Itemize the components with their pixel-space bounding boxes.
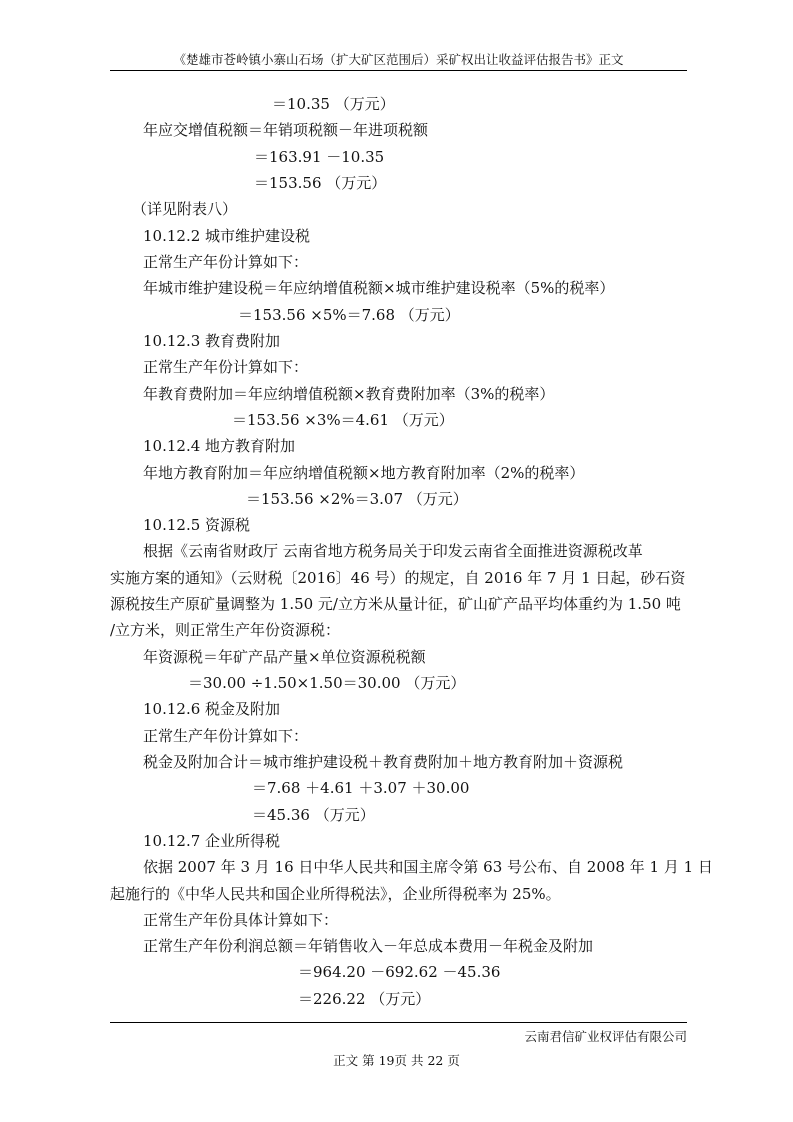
header-rule xyxy=(110,70,687,71)
paragraph-line: /立方米，则正常生产年份资源税： xyxy=(110,621,341,639)
text-line: ＝226.22 （万元） xyxy=(298,990,431,1008)
text-line: 年城市维护建设税＝年应纳增值税额×城市维护建设税率（5%的税率） xyxy=(143,279,615,297)
text-line: 正常生产年份利润总额＝年销售收入－年总成本费用－年税金及附加 xyxy=(143,937,594,955)
text-line: ＝153.56 ×2%＝3.07 （万元） xyxy=(246,490,468,508)
text-line: 正常生产年份计算如下： xyxy=(143,253,309,271)
paragraph-line: 起施行的《中华人民共和国企业所得税法》，企业所得税率为 25%。 xyxy=(110,885,561,903)
paragraph-line: 根据《云南省财政厅 云南省地方税务局关于印发云南省全面推进资源税改革 xyxy=(143,542,643,560)
section-heading: 10.12.3 教育费附加 xyxy=(143,332,281,350)
text-line: 正常生产年份具体计算如下： xyxy=(143,911,339,929)
text-line: ＝45.36 （万元） xyxy=(252,806,375,824)
text-line: ＝153.56 ×3%＝4.61 （万元） xyxy=(232,411,454,429)
page-header: 《楚雄市苍岭镇小寨山石场（扩大矿区范围后）采矿权出让收益评估报告书》正文 xyxy=(173,52,624,67)
text-line: ＝7.68 ＋4.61 ＋3.07 ＋30.00 xyxy=(252,779,470,797)
section-heading: 10.12.2 城市维护建设税 xyxy=(143,227,311,245)
text-line: 年地方教育附加＝年应纳增值税额×地方教育附加率（2%的税率） xyxy=(143,464,585,482)
paragraph-line: 实施方案的通知》（云财税〔2016〕46 号）的规定，自 2016 年 7 月 1 日起，砂石资 xyxy=(110,569,686,587)
text-line: ＝153.56 ×5%＝7.68 （万元） xyxy=(238,306,460,324)
page-number: 正文 第 19页 共 22 页 xyxy=(333,1053,460,1068)
footer-rule xyxy=(110,1022,687,1023)
text-line: （详见附表八） xyxy=(132,200,238,218)
text-line: 正常生产年份计算如下： xyxy=(143,727,309,745)
text-line: ＝153.56 （万元） xyxy=(254,174,387,192)
text-line: ＝163.91 －10.35 xyxy=(254,148,385,166)
text-line: 正常生产年份计算如下： xyxy=(143,358,309,376)
footer-company: 云南君信矿业权评估有限公司 xyxy=(524,1029,687,1044)
section-heading: 10.12.6 税金及附加 xyxy=(143,700,281,718)
paragraph-line: 依据 2007 年 3 月 16 日中华人民共和国主席令第 63 号公布、自 2008 年 1 月 1 日 xyxy=(143,858,713,876)
text-line: ＝30.00 ÷1.50×1.50＝30.00 （万元） xyxy=(188,674,466,692)
section-heading: 10.12.7 企业所得税 xyxy=(143,832,281,850)
section-heading: 10.12.4 地方教育附加 xyxy=(143,437,296,455)
text-line: 年教育费附加＝年应纳增值税额×教育费附加率（3%的税率） xyxy=(143,385,555,403)
paragraph-line: 源税按生产原矿量调整为 1.50 元/立方米从量计征，矿山矿产品平均体重约为 1.50 吨 xyxy=(110,595,681,613)
section-heading: 10.12.5 资源税 xyxy=(143,516,251,534)
text-line: 年资源税＝年矿产品产量×单位资源税税额 xyxy=(143,648,426,666)
text-line: ＝10.35 （万元） xyxy=(272,95,395,113)
text-line: 年应交增值税额＝年销项税额－年进项税额 xyxy=(143,121,429,139)
text-line: ＝964.20 －692.62 －45.36 xyxy=(298,963,501,981)
text-line: 税金及附加合计＝城市维护建设税＋教育费附加＋地方教育附加＋资源税 xyxy=(143,753,624,771)
